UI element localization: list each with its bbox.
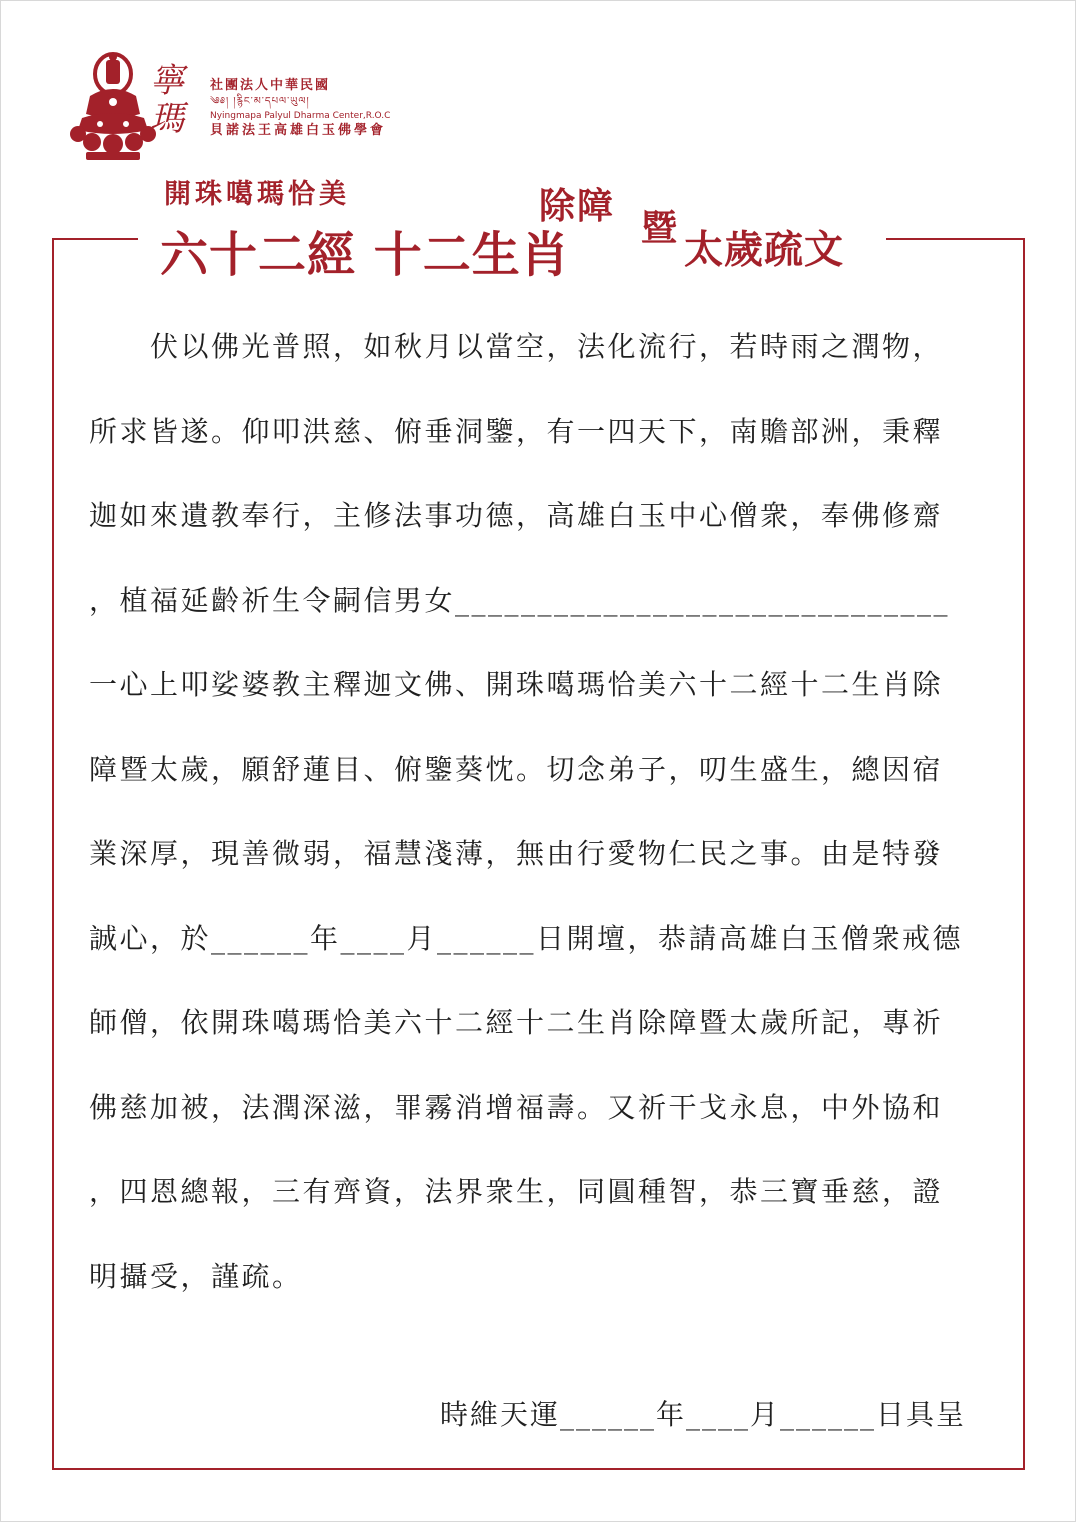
org-name-line1: 社團法人中華民國 — [210, 78, 331, 93]
frame-left-line — [52, 238, 54, 1470]
title-remove-obstacles: 除障 — [539, 186, 616, 227]
body-line: 迦如來遺教奉行，主修法事功德，高雄白玉中心僧衆，奉佛修齋 — [89, 499, 944, 532]
title-conjunction: 暨 — [641, 208, 678, 249]
body-line: 伏以佛光普照，如秋月以當空，法化流行，若時雨之潤物， — [89, 330, 944, 363]
body-line: 師僧，依開珠噶瑪恰美六十二經十二生肖除障暨太歲所記，專祈 — [89, 1006, 944, 1039]
document-body — [89, 320, 989, 1334]
frame-right-line — [1023, 238, 1025, 1470]
body-line: 所求皆遂。仰叩洪慈、俯垂洞鑒，有一四天下，南贍部洲，秉釋 — [89, 414, 944, 448]
organization-name-block — [210, 78, 390, 139]
body-line: 佛慈加被，法潤深滋，罪霧消增福壽。又祈干戈永息，中外協和 — [89, 1090, 944, 1124]
closing-date-line: 時維天運______年____月______日具呈 — [440, 1398, 967, 1431]
body-line: 障暨太歲，願舒蓮目、俯鑒葵忱。切念弟子，叨生盛生，總因宿 — [89, 752, 944, 786]
title-taisui: 太歲疏文 — [684, 228, 845, 273]
palyul-logo-icon — [68, 52, 158, 164]
org-name-tibetan: ༄༅། །རྙིང་མ་དཔལ་ཡུལ། — [210, 96, 310, 107]
org-name-line2: 貝諾法王高雄白玉佛學會 — [210, 123, 387, 138]
logo-calligraphy: 寧瑪 — [150, 61, 184, 139]
body-line: 業深厚，現善微弱，福慧淺薄，無由行愛物仁民之事。由是特發 — [89, 837, 944, 870]
body-line: 明攝受，謹疏。 — [89, 1259, 303, 1293]
frame-top-right-line — [886, 238, 1025, 240]
body-line: 一心上叩娑婆教主釋迦文佛、開珠噶瑪恰美六十二經十二生肖除 — [89, 668, 944, 701]
body-line: ，植福延齡祈生令嗣信男女______________________________ — [89, 583, 951, 617]
org-name-english: Nyingmapa Palyul Dharma Center,R.O.C — [210, 111, 391, 121]
title-subheading: 開珠噶瑪恰美 — [164, 179, 350, 210]
body-line: ，四恩總報，三有齊資，法界衆生，同圓種智，恭三寶垂慈，證 — [89, 1175, 944, 1208]
title-main: 六十二經 十二生肖 — [160, 227, 570, 283]
frame-bottom-line — [52, 1468, 1025, 1470]
body-line: 誠心，於______年____月______日開壇，恭請高雄白玉僧衆戒德 — [89, 921, 964, 955]
frame-top-left-line — [52, 238, 138, 240]
